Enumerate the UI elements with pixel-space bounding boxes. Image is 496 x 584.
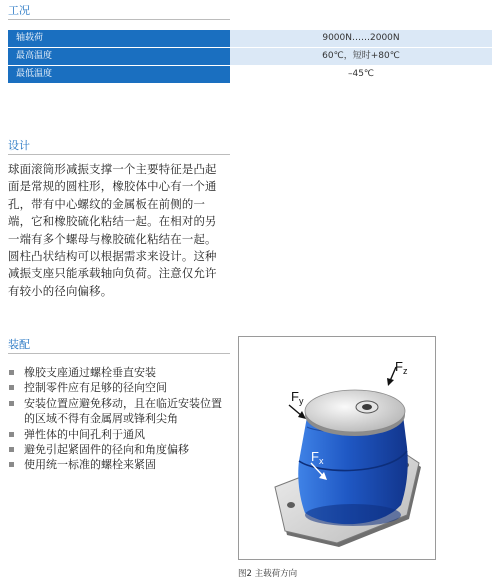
- list-item-text: 使用统一标准的螺栓来紧固: [24, 458, 156, 472]
- assembly-list: [8, 365, 230, 473]
- max-temperature-label: 最高温度: [8, 48, 230, 65]
- list-item: [8, 396, 230, 427]
- list-item: [8, 380, 230, 395]
- conditions-heading: 工况: [8, 4, 30, 17]
- svg-text:Fy: [291, 389, 304, 406]
- fz-label: F: [395, 359, 403, 374]
- fx-label: F: [311, 449, 319, 464]
- conditions-rule: [8, 19, 230, 20]
- list-item: [8, 457, 230, 472]
- bullet-square-icon: [9, 401, 14, 406]
- conditions-table: [8, 30, 492, 84]
- design-heading: 设计: [8, 139, 30, 152]
- min-temperature-value: –45℃: [230, 66, 492, 83]
- fz-subscript: z: [402, 366, 408, 376]
- axial-load-value: 9000N……2000N: [230, 30, 492, 47]
- rubber-mount-illustration: [239, 337, 435, 559]
- bullet-square-icon: [9, 370, 14, 375]
- table-row: [8, 48, 492, 65]
- list-item-text: 控制零件应有足够的径向空间: [24, 381, 167, 395]
- assembly-rule: [8, 353, 230, 354]
- min-temperature-label: 最低温度: [8, 66, 230, 83]
- fy-label: F: [291, 389, 299, 404]
- fy-subscript: y: [298, 396, 304, 406]
- bolt-hole-icon: [287, 502, 295, 508]
- list-item-text: 橡胶支座通过螺栓垂直安装: [24, 366, 156, 379]
- bullet-square-icon: [9, 432, 14, 437]
- design-description: [8, 161, 222, 300]
- design-paragraph-2: 圆柱凸状结构可以根据需求来设计。这种减振支座只能承载轴向负荷。注意仅允许有较小的径向偏移。: [8, 249, 217, 298]
- bullet-square-icon: [9, 447, 14, 452]
- svg-text:Fz: [395, 359, 408, 376]
- list-item: [8, 365, 230, 380]
- table-row: [8, 66, 492, 83]
- design-paragraph-1: 球面滚筒形减振支撑一个主要特征是凸起面是常规的圆柱形，橡胶体中心有一个通孔，带有中心螺纹的金属板在前侧的一端，它和橡胶硫化粘结一起。在相对的另一端有多个螺母与橡胶硫化粘结在一起。: [8, 162, 217, 246]
- list-item-text: 安装位置应避免移动，且在临近安装位置的区域不得有金属屑或锋利尖角: [24, 396, 222, 426]
- design-rule: [8, 154, 230, 155]
- threaded-hole-icon: [362, 404, 372, 410]
- axial-load-label: 轴载荷: [8, 30, 230, 47]
- list-item: [8, 427, 230, 442]
- fx-subscript: x: [318, 456, 324, 466]
- figure-caption: 图2 主载荷方向: [238, 569, 298, 579]
- top-plate: [305, 390, 405, 436]
- table-row: [8, 30, 492, 47]
- max-temperature-value: 60℃，短时+80℃: [230, 48, 492, 65]
- load-direction-figure: [238, 336, 436, 560]
- assembly-heading: 装配: [8, 338, 30, 351]
- list-item: [8, 442, 230, 457]
- list-item-text: 避免引起紧固件的径向和角度偏移: [24, 443, 189, 457]
- list-item-text: 弹性体的中间孔利于通风: [24, 427, 145, 441]
- bullet-square-icon: [9, 462, 14, 467]
- bullet-square-icon: [9, 385, 14, 390]
